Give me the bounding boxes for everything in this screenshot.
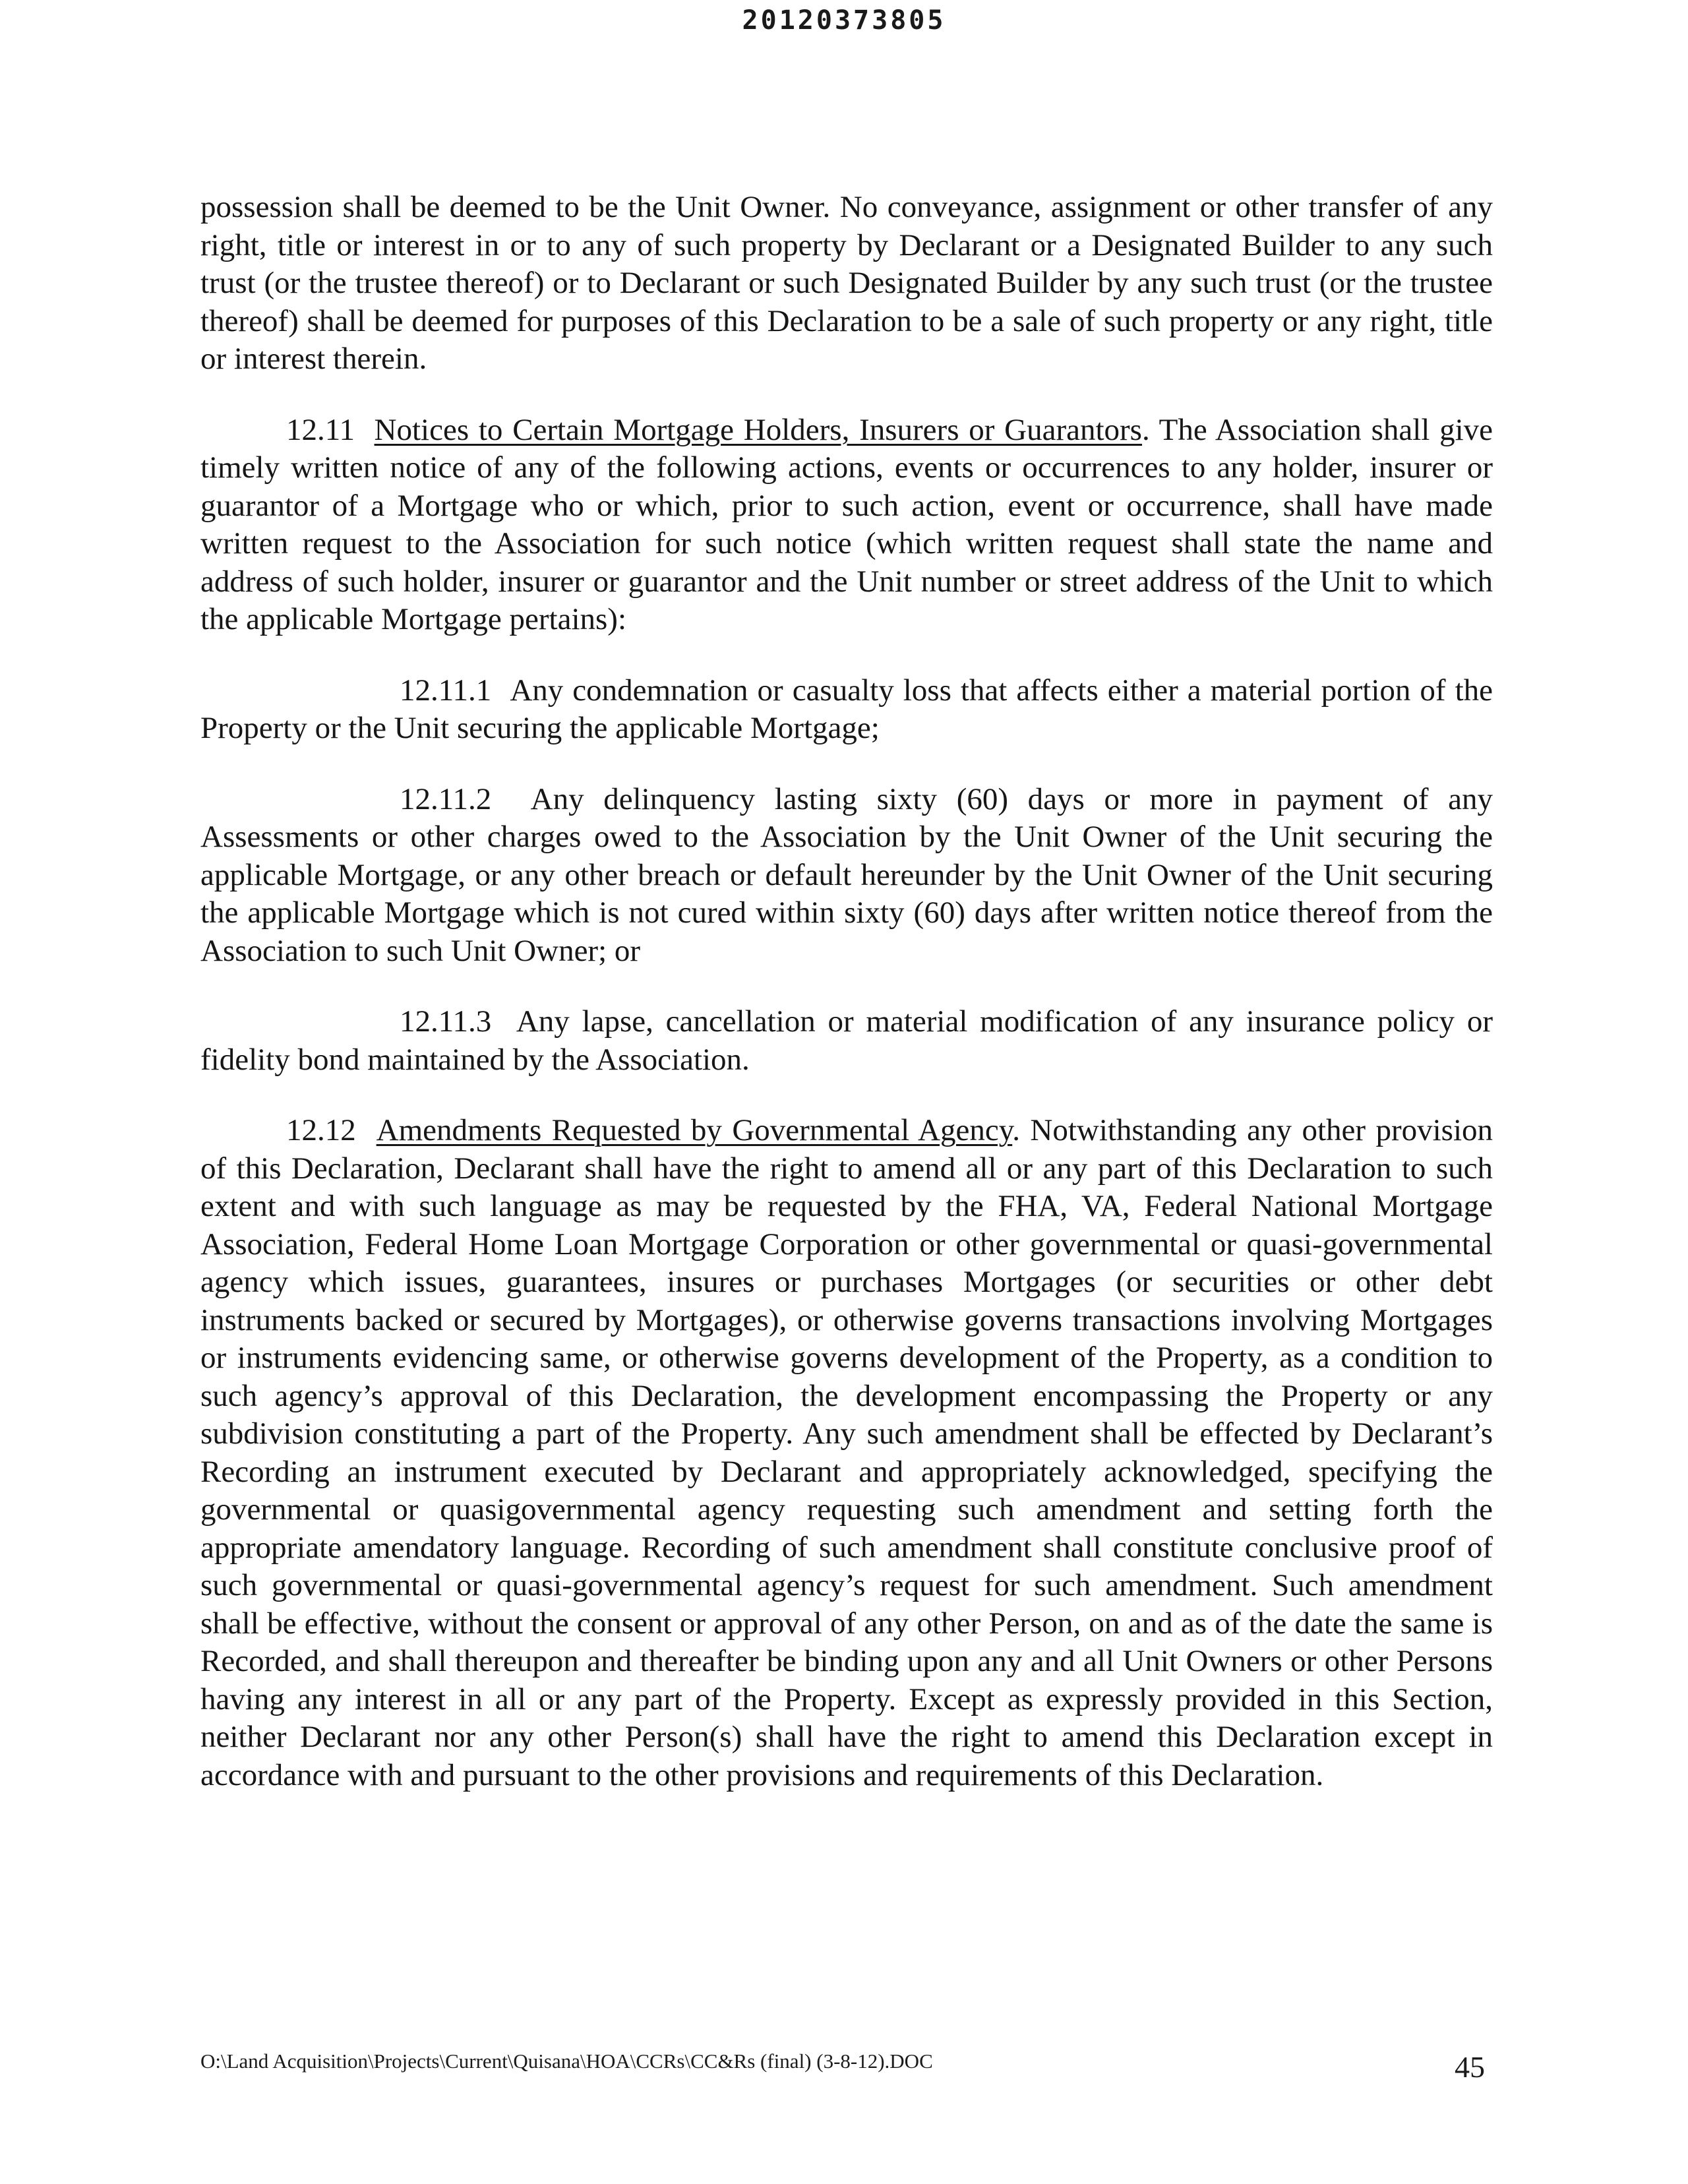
section-text: . Notwithstanding any other provision of this Declaration, Declarant shall have the right to amend all or any part of this Declaration to such extent and with such language as may be requested by the FHA, VA, Federal National Mortgage Association, Federal Home Loan Mortgage Corporation or other governmental or quasi-governmental agency which issues, guarantees, insures or purchases Mortgages (or securities or other debt instruments backed or secured by Mortgages), or otherwise governs transactions involving Mortgages or instruments evidencing same, or otherwise governs development of the Property, as a condition to such agency’s approval of this Declaration, the development encompassing the Property or any subdivision constituting a part of the Property. Any such amendment shall be effected by Declarant’s Recording an instrument executed by Declarant and appropriately acknowledged, specifying the governmental or quasigovernmental agency requesting such amendment and setting forth the appropriate amendatory language. Recording of such amendment shall constitute conclusive proof of such governmental or quasi-governmental agency’s request for such amendment. Such amendment shall be effective, without the consent or approval of any other Person, on and as of the date the same is Recorded, and shall thereupon and thereafter be binding upon any and all Unit Owners or other Persons having any interest in all or any part of the Property. Except as expressly provided in this Section, neither Declarant nor any other Person(s) shall have the right to amend this Declaration except in accordance with and pursuant to the other provisions and requirements of this Declaration. (200, 1113, 1493, 1792)
section-12-11-3 (200, 1003, 1493, 1079)
subsection-number: 12.11.3 (400, 1004, 492, 1039)
subsection-text: Any delinquency lasting sixty (60) days or more in payment of any Assessments or other charges owed to the Association by the Unit Owner of the Unit securing the applicable Mortgage, or any other breach or default hereunder by the Unit Owner of the Unit securing the applicable Mortgage which is not cured within sixty (60) days after written notice thereof from the Association to such Unit Owner; or (200, 781, 1493, 968)
section-12-11-1 (200, 672, 1493, 748)
section-12-11-2 (200, 781, 1493, 971)
section-heading: Amendments Requested by Governmental Agency (376, 1113, 1013, 1147)
section-heading: Notices to Certain Mortgage Holders, Insurers or Guarantors (374, 412, 1142, 447)
subsection-number: 12.11.1 (400, 673, 492, 708)
section-12-12 (200, 1112, 1493, 1794)
footer-file-path: O:\Land Acquisition\Projects\Current\Quisana\HOA\CCRs\CC&Rs (final) (3-8-12).DOC (200, 2049, 933, 2073)
subsection-text: Any condemnation or casualty loss that affects either a material portion of the Property or the Unit securing the applicable Mortgage; (200, 673, 1493, 745)
section-number: 12.11 (286, 412, 355, 447)
document-body (200, 189, 1493, 1827)
paragraph-continuation: possession shall be deemed to be the Unit Owner. No conveyance, assignment or other transfer of any right, title or interest in or to any of such property by Declarant or a Designated Builder to any such trust (or the trustee thereof) or to Declarant or such Designated Builder by any such trust (or the trustee thereof) shall be deemed for purposes of this Declaration to be a sale of such property or any right, title or interest therein. (200, 190, 1493, 376)
section-number: 12.12 (286, 1113, 356, 1147)
section-text: . The Association shall give timely written notice of any of the following actions, events or occurrences to any holder, insurer or guarantor of a Mortgage who or which, prior to such action, event or occurrence, shall have made written request to the Association for such notice (which written request shall state the name and address of such holder, insurer or guarantor and the Unit number or street address of the Unit to which the applicable Mortgage pertains): (200, 412, 1493, 636)
page-number: 45 (1455, 2050, 1485, 2084)
section-12-11 (200, 411, 1493, 639)
subsection-number: 12.11.2 (400, 781, 492, 816)
subsection-text: Any lapse, cancellation or material modification of any insurance policy or fidelity bond maintained by the Association. (200, 1004, 1493, 1077)
document-number: 20120373805 (742, 5, 946, 36)
